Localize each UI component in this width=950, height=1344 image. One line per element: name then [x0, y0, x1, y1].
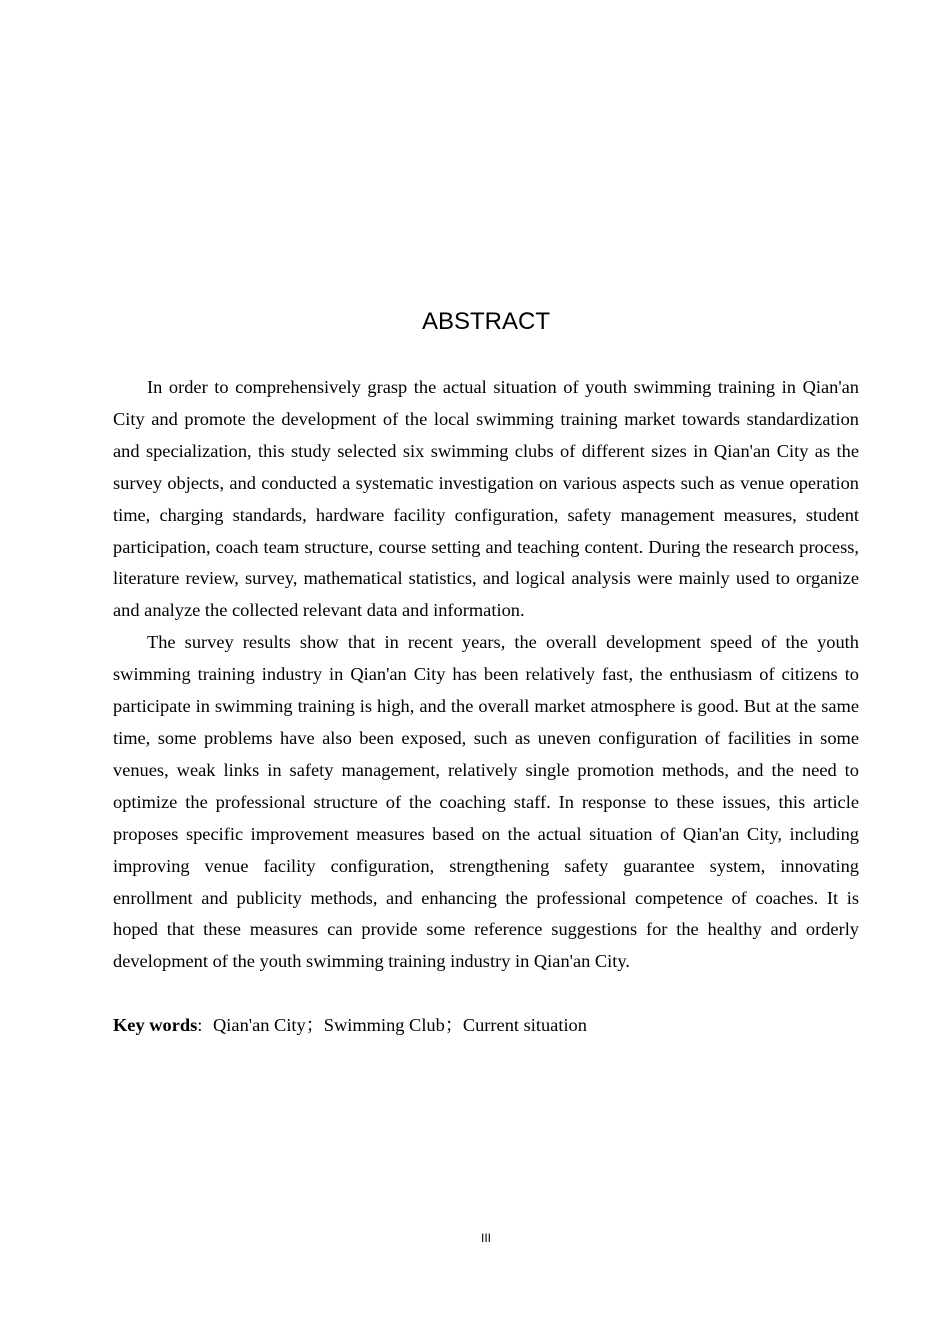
abstract-title: ABSTRACT: [421, 308, 550, 335]
page-number: III: [480, 1231, 491, 1245]
keyword-item: Swimming Club: [323, 1015, 445, 1035]
abstract-paragraph-1: In order to comprehensively grasp the actual situation of youth swimming training in Qian'an City and promote the development of the local swimming training market towards standardization and specialization, this study selected six swimming clubs of different sizes in Qian'an City as the survey objects, and conducted a systematic investigation on various aspects such as venue operation time, charging standards, hardware facility configuration, safety management measures, student participation, coach team structure, course setting and teaching content. During the research process, literature review, survey, mathematical statistics, and logical analysis were mainly used to organize and analyze the collected relevant data and information.: [113, 377, 859, 621]
keyword-delimiter: ；: [305, 1015, 325, 1035]
abstract-body: [113, 372, 859, 978]
keywords-line: [113, 1010, 859, 1042]
keywords-separator: :: [197, 1015, 203, 1035]
keyword-item: Current situation: [462, 1015, 587, 1035]
keyword-delimiter: ；: [444, 1015, 464, 1035]
abstract-paragraph-2: The survey results show that in recent years, the overall development speed of the youth swimming training industry in Qian'an City has been relatively fast, the enthusiasm of citizens to participate in swimming training is high, and the overall market atmosphere is good. But at the same time, some problems have also been exposed, such as uneven configuration of facilities in some venues, weak links in safety management, relatively single promotion methods, and the need to optimize the professional structure of the coaching staff. In response to these issues, this article proposes specific improvement measures based on the actual situation of Qian'an City, including improving venue facility configuration, strengthening safety guarantee system, innovating enrollment and publicity methods, and enhancing the professional competence of coaches. It is hoped that these measures can provide some reference suggestions for the healthy and orderly development of the youth swimming training industry in Qian'an City.: [113, 632, 859, 972]
keywords-label: Key words: [113, 1015, 198, 1035]
keyword-item: Qian'an City: [213, 1015, 306, 1035]
